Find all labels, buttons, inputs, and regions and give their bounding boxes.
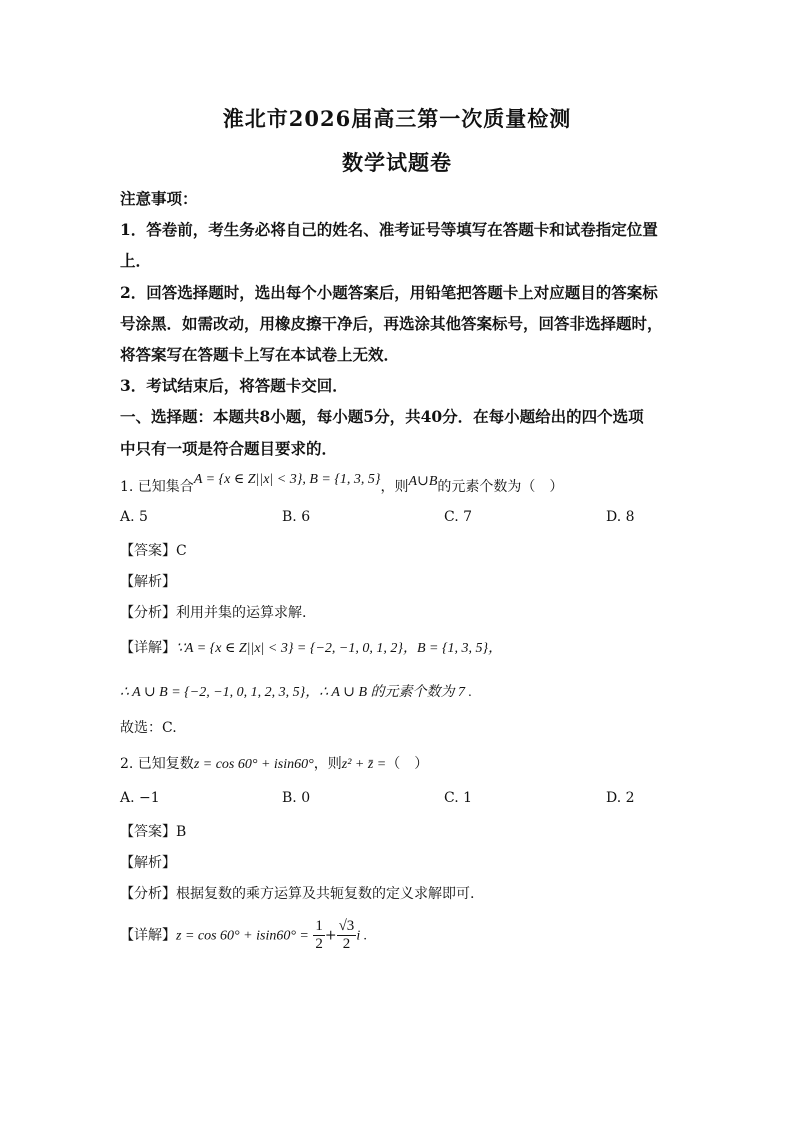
q1-answer: 【答案】C [120, 543, 187, 559]
q1-set-expression: A = {x ∈ Z||x| < 3}, B = {1, 3, 5} [193, 472, 381, 487]
q2-suffix: （ ） [386, 756, 429, 772]
q2-tail: i . [356, 928, 368, 944]
q2-detail [120, 918, 367, 953]
q1-therefore [120, 681, 472, 701]
q2-fraction-sqrt3-half [337, 918, 357, 953]
q1-union: A∪B [408, 474, 438, 489]
q2-detail-expression: z = cos 60° + isin60° = [176, 928, 309, 944]
q1-therefore-expression: ∴ A ∪ B = {−2, −1, 0, 1, 2, 3, 5}，∴ A ∪ B 的元素个数为 7 . [120, 685, 473, 700]
q2-option-c: C. 1 [444, 790, 473, 806]
q2-detail-label: 【详解】 [120, 927, 176, 944]
notice-item-3: 3．考试结束后，将答题卡交回． [120, 376, 348, 395]
q2-option-d: D. 2 [606, 790, 635, 806]
q1-analysis: 【解析】 [120, 574, 176, 590]
notice-item-1-line-2: 上． [120, 251, 152, 270]
q1-detail [120, 637, 502, 657]
q1-option-d: D. 8 [606, 509, 635, 525]
q1-option-a: A. 5 [120, 509, 148, 525]
q1-detail-label: 【详解】 [120, 640, 176, 656]
q2-expression: z² + z̄ = [341, 757, 387, 772]
q1-suffix: 的元素个数为（ ） [437, 479, 564, 495]
section-1-line-2: 中只有一项是符合题目要求的． [120, 439, 338, 458]
q2-analysis: 【解析】 [120, 855, 176, 871]
q1-prefix: 1. 已知集合 [120, 479, 194, 495]
q2-fenxi: 【分析】根据复数的乘方运算及共轭复数的定义求解即可. [120, 886, 475, 902]
notice-item-2-line-1: 2．回答选择题时，选出每个小题答案后，用铅笔把答题卡上对应题目的答案标 [120, 283, 658, 302]
page-subtitle: 数学试题卷 [342, 150, 452, 175]
q2-prefix: 2. 已知复数 [120, 756, 194, 772]
q1-detail-expression: ∵A = {x ∈ Z||x| < 3} = {−2, −1, 0, 1, 2}，B = {1, 3, 5}， [176, 641, 503, 656]
q2-mid: ，则 [313, 756, 342, 772]
q2-z-expression: z = cos 60° + isin60° [193, 757, 314, 772]
page-title: 淮北市2026届高三第一次质量检测 [222, 106, 572, 131]
notice-item-2-line-3: 将答案写在答题卡上写在本试卷上无效． [120, 345, 400, 364]
q1-option-c: C. 7 [444, 509, 473, 525]
q1-mid: ，则 [380, 479, 409, 495]
q2-frac2-denominator: 2 [342, 936, 351, 952]
section-1-line-1: 一、选择题：本题共8小题，每小题5分，共40分．在每小题给出的四个选项 [120, 407, 644, 426]
q2-option-a: A. −1 [120, 790, 160, 806]
q2-frac2-numerator: √3 [338, 918, 355, 934]
q2-frac1-denominator: 2 [315, 936, 323, 952]
q1-stem [120, 472, 564, 496]
q1-choice: 故选：C. [120, 720, 177, 736]
q2-fraction-half [313, 918, 325, 953]
q2-option-b: B. 0 [282, 790, 311, 806]
q1-fenxi: 【分析】利用并集的运算求解. [120, 605, 307, 621]
notice-item-1-line-1: 1．答卷前，考生务必将自己的姓名、准考证号等填写在答题卡和试卷指定位置 [120, 220, 658, 239]
q2-answer: 【答案】B [120, 824, 187, 840]
q1-option-b: B. 6 [282, 509, 311, 525]
notice-item-2-line-2: 号涂黑．如需改动，用橡皮擦干净后，再选涂其他答案标号，回答非选择题时， [120, 314, 663, 333]
q2-frac1-numerator: 1 [315, 918, 323, 934]
notice-heading: 注意事项： [120, 189, 198, 208]
q2-stem [120, 753, 428, 773]
q2-plus: + [324, 927, 337, 944]
